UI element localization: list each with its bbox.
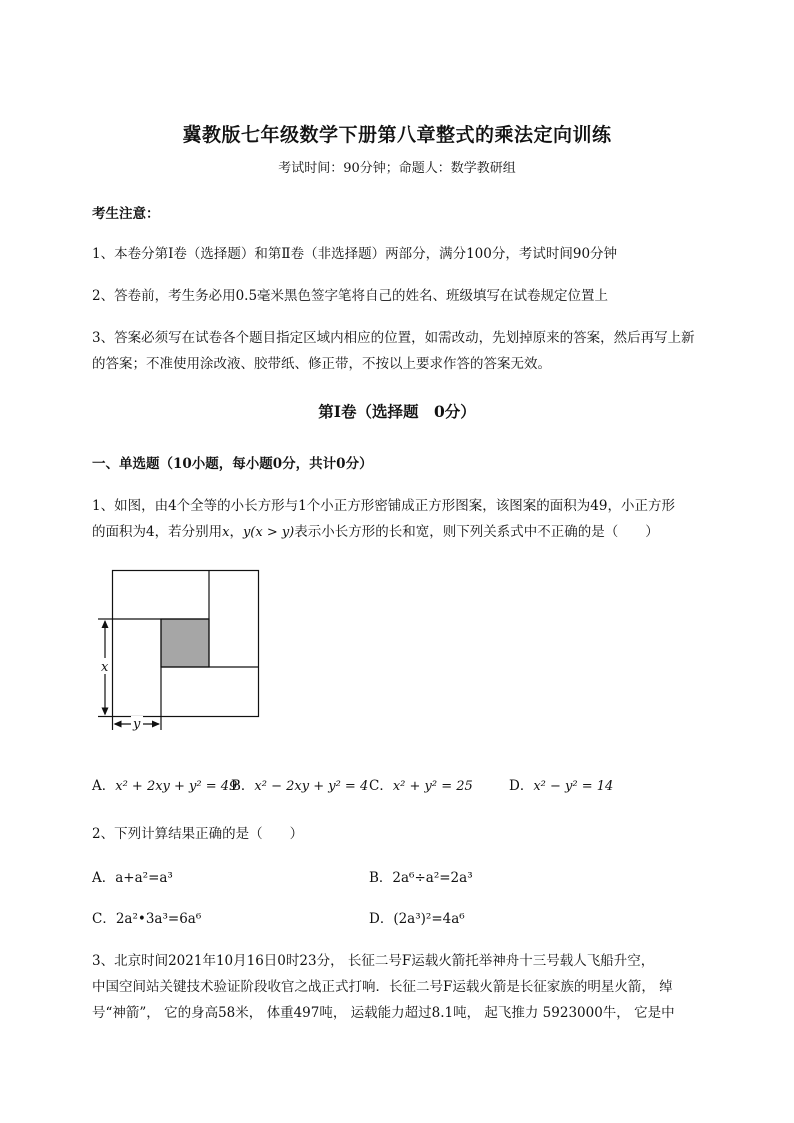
- q1-stem-line1: 1、如图，由4个全等的小长方形与1个小正方形密铺成正方形图案，该图案的面积为49，小正方形: [92, 498, 675, 514]
- notice-item-3-line2: 的答案；不准使用涂改液、胶带纸、修正带，不按以上要求作答的答案无效。: [92, 356, 551, 372]
- q2-stem: 2、下列计算结果正确的是（ ）: [92, 826, 304, 842]
- q1-option-d[interactable]: [509, 774, 613, 794]
- notice-item-1: 1、本卷分第Ⅰ卷（选择题）和第Ⅱ卷（非选择题）两部分，满分100分，考试时间90分钟: [92, 246, 618, 262]
- part-heading: 一、单选题（10小题，每小题0分，共计0分）: [92, 456, 373, 472]
- q1-option-a[interactable]: [92, 774, 237, 794]
- q2-option-c[interactable]: C．2a²•3a³=6a⁶: [92, 911, 202, 927]
- q3-stem-line2: 中国空间站关键技术验证阶段收官之战正式打响．长征二号F运载火箭是长征家族的明星火箭， 绰: [92, 979, 673, 995]
- q1-figure: [88, 560, 278, 740]
- q2-option-a[interactable]: A．a+a²=a³: [92, 870, 173, 886]
- notice-item-2: 2、答卷前，考生务必用0.5毫米黑色签字笔将自己的姓名、班级填写在试卷规定位置上: [92, 288, 609, 304]
- arrow-up: [102, 620, 109, 628]
- q2-option-d[interactable]: D．(2a³)²=4a⁶: [369, 911, 465, 927]
- arrow-right: [152, 721, 160, 728]
- q1-option-c-expr: x² + y² = 25: [392, 779, 473, 794]
- q1-option-c[interactable]: [369, 774, 473, 794]
- q1-option-a-expr: x² + 2xy + y² = 49: [115, 779, 238, 794]
- fig-label-x: x: [101, 660, 109, 675]
- q1-option-a-label: A．: [92, 778, 116, 794]
- q1-option-b-label: B．: [231, 778, 255, 794]
- exam-info: 考试时间：90分钟；命题人：数学教研组: [278, 161, 516, 176]
- q1-stem-line2: [92, 520, 659, 540]
- q1-option-b-expr: x² − 2xy + y² = 4: [254, 779, 369, 794]
- q2-option-b[interactable]: B．2a⁶÷a²=2a³: [369, 870, 473, 886]
- notice-heading: 考生注意：: [92, 206, 160, 222]
- q1-condition: y(x > y): [242, 525, 295, 540]
- q1-text-a: 的面积为4，若分别用: [92, 524, 223, 540]
- arrow-down: [102, 708, 109, 716]
- q1-comma: ，: [229, 524, 243, 540]
- q3-stem-line1: 3、北京时间2021年10月16日0时23分， 长征二号F运载火箭托举神舟十三号载人飞船升空，: [92, 953, 655, 969]
- q1-var-x: x: [222, 525, 230, 540]
- q1-text-b: 表示小长方形的长和宽，则下列关系式中不正确的是（ ）: [294, 524, 659, 540]
- q1-option-d-label: D．: [509, 778, 534, 794]
- fig-label-y: y: [133, 717, 141, 732]
- q1-option-b[interactable]: [231, 774, 368, 794]
- arrow-left: [114, 721, 122, 728]
- page-title: 冀教版七年级数学下册第八章整式的乘法定向训练: [182, 124, 612, 146]
- shaded-small-square: [161, 619, 209, 667]
- q1-option-d-expr: x² − y² = 14: [533, 779, 614, 794]
- section-title: 第Ⅰ卷（选择题 0分）: [318, 402, 476, 421]
- q3-stem-line3: 号“神箭”， 它的身高58米， 体重497吨， 运载能力超过8.1吨， 起飞推力 5923000牛， 它是中: [92, 1005, 675, 1021]
- q1-option-c-label: C．: [369, 778, 393, 794]
- notice-item-3-line1: 3、答案必须写在试卷各个题目指定区域内相应的位置，如需改动，先划掉原来的答案，然后再写上新: [92, 330, 695, 346]
